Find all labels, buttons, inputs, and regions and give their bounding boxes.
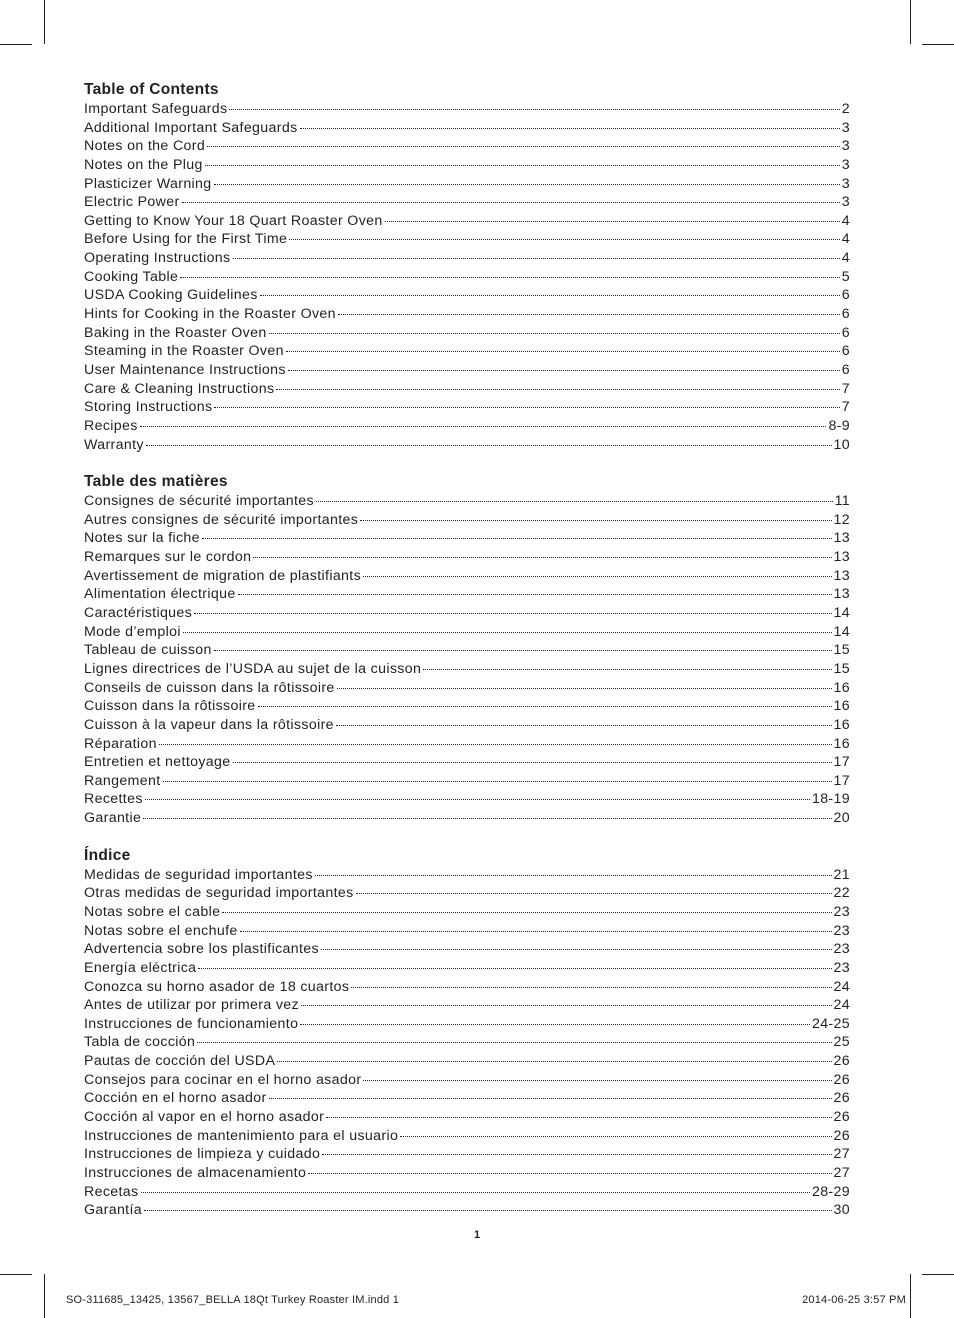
toc-entry-page: 24-25 [811,1015,850,1032]
toc-entry [84,697,850,716]
toc-entry [84,156,850,175]
dot-leader [301,1005,832,1006]
toc-entry-title: Rangement [84,772,161,789]
toc-entry-title: Otras medidas de seguridad importantes [84,885,354,902]
toc-entry-page: 27 [833,1146,850,1163]
toc-entry-page: 23 [833,922,850,939]
dot-leader [286,351,840,352]
toc-entry-title: Recetas [84,1183,139,1200]
toc-entry [84,1183,850,1202]
dot-leader [300,1024,810,1025]
toc-entry-page: 3 [841,194,850,211]
dot-leader [214,407,839,408]
toc-section-french [84,472,850,828]
dot-leader [288,370,840,371]
toc-entry-title: Lignes directrices de l’USDA au sujet de la cuisson [84,660,422,677]
toc-entry [84,679,850,698]
toc-entry-page: 7 [841,399,850,416]
toc-entry-page: 3 [841,175,850,192]
dot-leader [198,968,831,969]
toc-entry [84,641,850,660]
crop-mark-top-left [44,0,45,44]
toc-entry [84,212,850,231]
toc-entry [84,660,850,679]
crop-mark-bottom-left [44,1274,45,1318]
toc-entry-title: Autres consignes de sécurité importantes [84,511,359,528]
dot-leader [182,202,840,203]
section-title: Índice [84,846,131,864]
dot-leader [238,594,832,595]
toc-entry-title: Antes de utilizar por primera vez [84,997,299,1014]
dot-leader [315,875,832,876]
dot-leader [202,538,832,539]
toc-entry-title: User Maintenance Instructions [84,361,286,378]
print-slug-timestamp: 2014-06-25 3:57 PM [802,1294,906,1306]
dot-leader [360,520,831,521]
toc-entry-page: 13 [833,530,850,547]
toc-entry-title: Notes on the Plug [84,156,203,173]
toc-entry-page: 8-9 [828,417,850,434]
toc-entry-title: Warranty [84,436,144,453]
toc-entry-page: 26 [833,1109,850,1126]
toc-entry-page: 2 [841,101,850,117]
toc-entry-page: 16 [833,735,850,752]
toc-content [84,80,850,1238]
toc-entry-title: Advertencia sobre los plastificantes [84,941,319,958]
toc-entry [84,790,850,809]
dot-leader [140,426,827,427]
toc-entry-title: Electric Power [84,194,180,211]
dot-leader [214,650,832,651]
dot-leader [163,781,832,782]
toc-entry-page: 23 [833,903,850,920]
toc-entry-title: Recettes [84,791,143,808]
toc-section-english [84,80,850,454]
toc-entry-page: 22 [833,885,850,902]
toc-entry [84,922,850,941]
toc-entry-page: 11 [834,493,850,510]
toc-entry-title: Cocción al vapor en el horno asador [84,1109,325,1126]
toc-entry [84,866,850,885]
toc-entry [84,361,850,380]
toc-entry [84,604,850,623]
toc-entry-page: 7 [841,380,850,397]
dot-leader [308,1173,831,1174]
toc-entry [84,1015,850,1034]
dot-leader [229,109,839,110]
dot-leader [207,146,840,147]
toc-entry [84,1108,850,1127]
toc-section-spanish [84,846,850,1220]
toc-entry-page: 4 [841,231,850,248]
toc-entry [84,772,850,791]
toc-entry-page: 6 [841,361,850,378]
dot-leader [337,688,832,689]
toc-entry-page: 4 [841,250,850,267]
dot-leader [363,576,831,577]
page-number: 1 [473,1229,481,1241]
dot-leader [159,744,832,745]
toc-list [84,100,850,454]
dot-leader [141,1192,810,1193]
toc-entry-page: 16 [833,716,850,733]
dot-leader [240,931,832,932]
dot-leader [385,221,840,222]
dot-leader [316,501,833,502]
toc-entry-page: 18-19 [811,791,850,808]
toc-entry [84,809,850,828]
toc-entry-title: Steaming in the Roaster Oven [84,343,284,360]
toc-entry [84,100,850,119]
toc-entry-title: Baking in the Roaster Oven [84,324,267,341]
toc-entry-page: 30 [833,1202,850,1219]
toc-entry-title: Entretien et nettoyage [84,754,231,771]
toc-entry-page: 23 [833,941,850,958]
toc-entry-title: Mode d’emploi [84,623,181,640]
toc-entry [84,978,850,997]
toc-entry-page: 14 [833,623,850,640]
toc-entry [84,175,850,194]
crop-mark-top-left-h [0,44,32,45]
toc-entry-title: Réparation [84,735,157,752]
print-slug-filename: SO-311685_13425, 13567_BELLA 18Qt Turkey Roaster IM.indd 1 [66,1294,400,1306]
dot-leader [400,1136,831,1137]
toc-entry [84,398,850,417]
toc-entry [84,735,850,754]
dot-leader [276,389,839,390]
dot-leader [143,818,831,819]
dot-leader [205,165,840,166]
toc-entry-title: Caractéristiques [84,605,193,622]
toc-entry [84,1033,850,1052]
toc-entry-title: Tabla de cocción [84,1034,196,1051]
toc-entry-page: 20 [833,810,850,827]
toc-entry [84,996,850,1015]
toc-entry [84,511,850,530]
dot-leader [289,239,840,240]
toc-entry-page: 3 [841,138,850,155]
toc-entry-page: 26 [833,1127,850,1144]
toc-entry [84,567,850,586]
toc-entry-title: Operating Instructions [84,250,231,267]
toc-entry-title: Garantie [84,810,142,827]
toc-entry-title: Additional Important Safeguards [84,119,298,136]
toc-entry-page: 3 [841,119,850,136]
crop-mark-bottom-left-h [0,1274,32,1275]
toc-entry [84,1164,850,1183]
toc-entry [84,1145,850,1164]
toc-entry [84,305,850,324]
toc-entry-page: 28-29 [811,1183,850,1200]
toc-entry-page: 16 [833,698,850,715]
dot-leader [300,128,840,129]
dot-leader [423,669,831,670]
toc-entry-page: 17 [833,754,850,771]
toc-entry [84,1127,850,1146]
toc-entry [84,903,850,922]
toc-entry [84,1071,850,1090]
toc-entry-title: Consignes de sécurité importantes [84,493,314,510]
toc-entry-page: 15 [833,642,850,659]
toc-entry-page: 24 [833,978,850,995]
toc-entry-title: Cuisson dans la rôtissoire [84,698,256,715]
toc-entry-page: 13 [833,567,850,584]
toc-entry-title: Medidas de seguridad importantes [84,866,313,883]
toc-entry-title: Energía eléctrica [84,959,197,976]
toc-entry-page: 3 [841,156,850,173]
toc-entry [84,380,850,399]
dot-leader [336,725,832,726]
toc-entry [84,753,850,772]
crop-mark-top-right [910,0,911,44]
toc-entry-title: Instrucciones de limpieza y cuidado [84,1146,321,1163]
toc-entry [84,268,850,287]
dot-leader [146,445,832,446]
toc-entry [84,119,850,138]
toc-entry-page: 10 [833,436,850,453]
dot-leader [356,893,832,894]
toc-entry [84,1052,850,1071]
dot-leader [197,1042,831,1043]
toc-entry-page: 6 [841,343,850,360]
toc-entry [84,1089,850,1108]
toc-entry-title: Notes sur la fiche [84,530,200,547]
toc-entry-title: Remarques sur le cordon [84,549,252,566]
toc-entry-title: Hints for Cooking in the Roaster Oven [84,306,336,323]
toc-entry-page: 25 [833,1034,850,1051]
toc-entry-title: Tableau de cuisson [84,642,212,659]
dot-leader [322,1154,831,1155]
toc-entry-title: Notas sobre el enchufe [84,922,238,939]
toc-entry-title: Recipes [84,417,138,434]
toc-entry-page: 6 [841,287,850,304]
dot-leader [258,706,832,707]
dot-leader [222,912,831,913]
toc-entry-page: 13 [833,586,850,603]
toc-entry-title: Care & Cleaning Instructions [84,380,275,397]
toc-entry-page: 14 [833,605,850,622]
toc-entry-page: 17 [833,772,850,789]
toc-list [84,866,850,1220]
toc-entry-title: Plasticizer Warning [84,175,212,192]
toc-entry-title: Instrucciones de mantenimiento para el usuario [84,1127,399,1144]
toc-entry-page: 13 [833,549,850,566]
dot-leader [145,799,810,800]
dot-leader [233,258,840,259]
toc-entry [84,959,850,978]
toc-entry-title: Cocción en el horno asador [84,1090,267,1107]
dot-leader [269,1098,832,1099]
dot-leader [233,762,832,763]
dot-leader [260,295,840,296]
toc-entry [84,492,850,511]
toc-entry-title: Notes on the Cord [84,138,206,155]
toc-entry [84,436,850,455]
toc-entry [84,324,850,343]
toc-entry-title: Conseils de cuisson dans la rôtissoire [84,679,335,696]
toc-entry-title: Cooking Table [84,268,179,285]
toc-entry [84,137,850,156]
toc-entry-title: Pautas de cocción del USDA [84,1053,276,1070]
toc-entry-page: 21 [833,866,850,883]
dot-leader [363,1080,831,1081]
toc-entry [84,1201,850,1220]
toc-entry-title: Notas sobre el cable [84,903,221,920]
toc-entry-page: 16 [833,679,850,696]
dot-leader [253,557,831,558]
toc-entry-title: Before Using for the First Time [84,231,288,248]
toc-entry-page: 15 [833,660,850,677]
toc-entry-title: Avertissement de migration de plastifiants [84,567,362,584]
section-title: Table of Contents [84,81,219,98]
toc-entry-page: 12 [833,511,850,528]
toc-list [84,492,850,828]
toc-entry-title: Instrucciones de funcionamiento [84,1015,299,1032]
toc-entry [84,716,850,735]
toc-entry-page: 6 [841,306,850,323]
toc-entry-title: Consejos para cocinar en el horno asador [84,1071,362,1088]
dot-leader [277,1061,831,1062]
toc-entry [84,417,850,436]
toc-entry [84,529,850,548]
dot-leader [351,987,831,988]
dot-leader [326,1117,831,1118]
toc-entry-title: Garantía [84,1202,143,1219]
toc-entry-page: 24 [833,997,850,1014]
toc-entry-page: 6 [841,324,850,341]
toc-entry-title: Cuisson à la vapeur dans la rôtissoire [84,716,334,733]
toc-entry [84,193,850,212]
toc-entry-page: 5 [841,268,850,285]
section-title: Table des matières [84,473,228,491]
toc-entry-title: Getting to Know Your 18 Quart Roaster Oven [84,212,383,229]
toc-entry [84,230,850,249]
toc-entry-page: 26 [833,1071,850,1088]
dot-leader [338,314,840,315]
toc-entry [84,286,850,305]
toc-entry-page: 26 [833,1053,850,1070]
dot-leader [194,613,831,614]
dot-leader [214,184,840,185]
dot-leader [180,277,840,278]
dot-leader [144,1210,832,1211]
toc-entry [84,940,850,959]
toc-entry-title: USDA Cooking Guidelines [84,287,258,304]
crop-mark-top-right-h [922,44,954,45]
crop-mark-bottom-right [910,1274,911,1318]
toc-entry [84,249,850,268]
toc-entry-title: Storing Instructions [84,399,213,416]
dot-leader [321,949,832,950]
toc-entry-title: Instrucciones de almacenamiento [84,1164,307,1181]
toc-entry-page: 23 [833,959,850,976]
toc-entry-title: Alimentation électrique [84,586,236,603]
toc-entry-page: 27 [833,1164,850,1181]
toc-entry [84,585,850,604]
toc-entry [84,342,850,361]
crop-mark-bottom-right-h [922,1274,954,1275]
dot-leader [269,333,840,334]
toc-entry [84,884,850,903]
dot-leader [183,632,832,633]
toc-entry-title: Important Safeguards [84,101,228,117]
toc-entry [84,548,850,567]
toc-entry-page: 26 [833,1090,850,1107]
toc-entry-page: 4 [841,212,850,229]
toc-entry [84,623,850,642]
toc-entry-title: Conozca su horno asador de 18 cuartos [84,978,350,995]
